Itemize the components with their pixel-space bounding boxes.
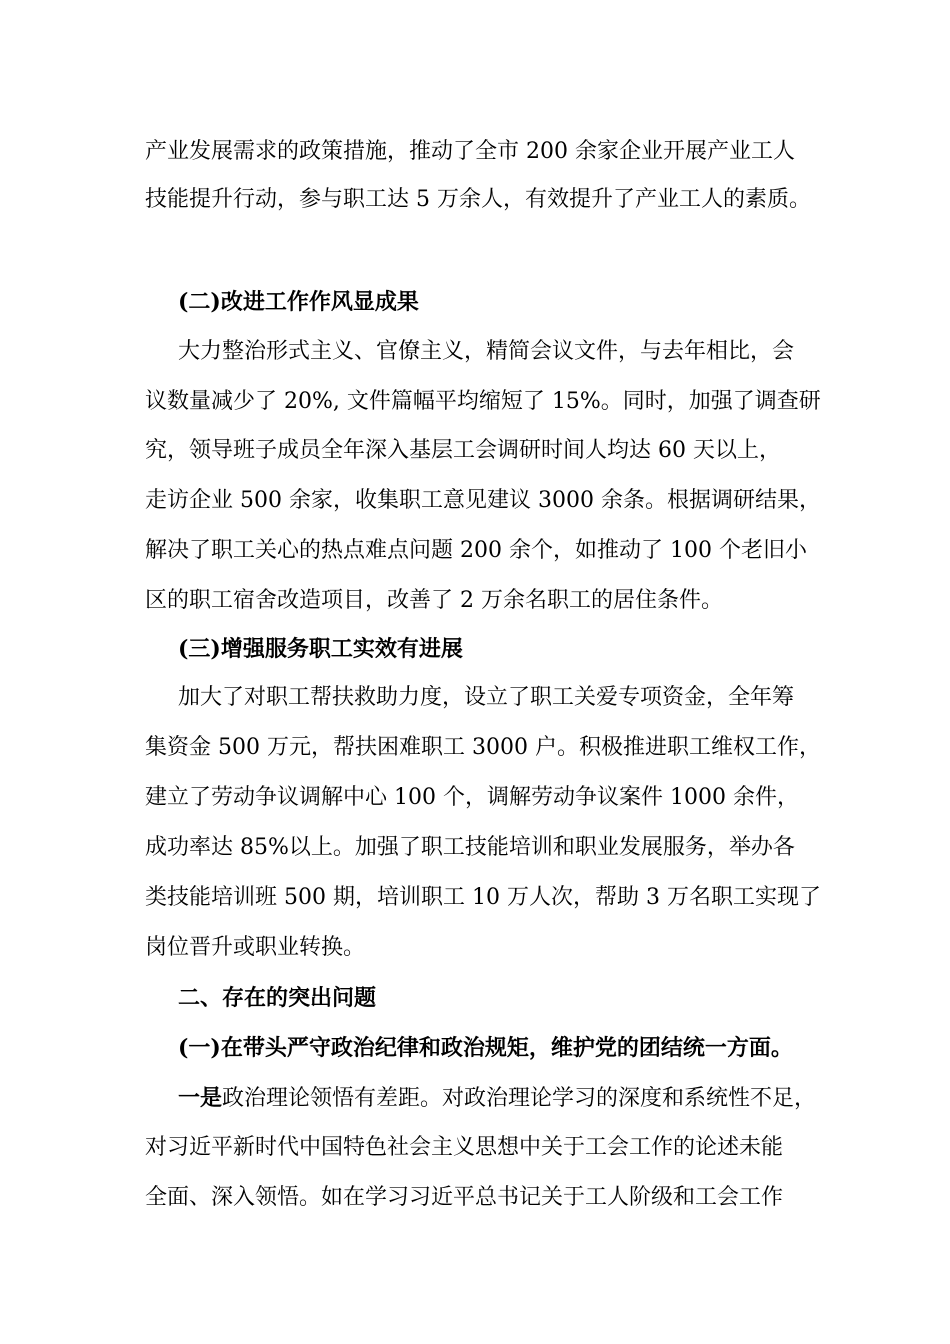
part2-sub1-heading: (一)在带头严守政治纪律和政治规矩，维护党的团结统一方面。	[178, 1035, 793, 1061]
point1-line-1	[178, 1083, 828, 1114]
point1-lead: 一是	[178, 1085, 223, 1111]
section2-line-6: 区的职工宿舍改造项目，改善了 2 万余名职工的居住条件。	[145, 588, 723, 613]
part2-heading: 二、存在的突出问题	[178, 985, 377, 1011]
section2-line-1: 大力整治形式主义、官僚主义，精简会议文件，与去年相比，会	[178, 339, 795, 364]
intro-line-2: 技能提升行动，参与职工达 5 万余人，有效提升了产业工人的素质。	[145, 187, 811, 212]
section2-heading: (二)改进工作作风显成果	[178, 289, 419, 315]
section3-line-4: 成功率达 85%以上。加强了职工技能培训和职业发展服务，举办各	[145, 835, 795, 860]
section3-line-2: 集资金 500 万元，帮扶困难职工 3000 户。积极推进职工维权工作，	[145, 735, 821, 760]
section2-line-5: 解决了职工关心的热点难点问题 200 余个，如推动了 100 个老旧小	[145, 538, 807, 563]
section2-line-2: 议数量减少了 20%, 文件篇幅平均缩短了 15%。同时，加强了调查研	[145, 389, 821, 414]
intro-line-1: 产业发展需求的政策措施，推动了全市 200 余家企业开展产业工人	[145, 139, 795, 164]
section2-line-4: 走访企业 500 余家，收集职工意见建议 3000 余条。根据调研结果，	[145, 488, 821, 513]
point1-line-2: 对习近平新时代中国特色社会主义思想中关于工会工作的论述未能	[145, 1135, 784, 1160]
point1-line-3: 全面、深入领悟。如在学习习近平总书记关于工人阶级和工会工作	[145, 1185, 784, 1210]
section3-line-5: 类技能培训班 500 期，培训职工 10 万人次，帮助 3 万名职工实现了	[145, 885, 821, 910]
section3-heading: (三)增强服务职工实效有进展	[178, 636, 463, 662]
section3-line-3: 建立了劳动争议调解中心 100 个，调解劳动争议案件 1000 余件，	[145, 785, 799, 810]
section2-line-3: 究，领导班子成员全年深入基层工会调研时间人均达 60 天以上，	[145, 438, 781, 463]
section3-line-6: 岗位晋升或职业转换。	[145, 935, 366, 960]
point1-first-text: 政治理论领悟有差距。对政治理论学习的深度和系统性不足，	[222, 1086, 817, 1111]
section3-line-1: 加大了对职工帮扶救助力度，设立了职工关爱专项资金，全年筹	[178, 685, 795, 710]
